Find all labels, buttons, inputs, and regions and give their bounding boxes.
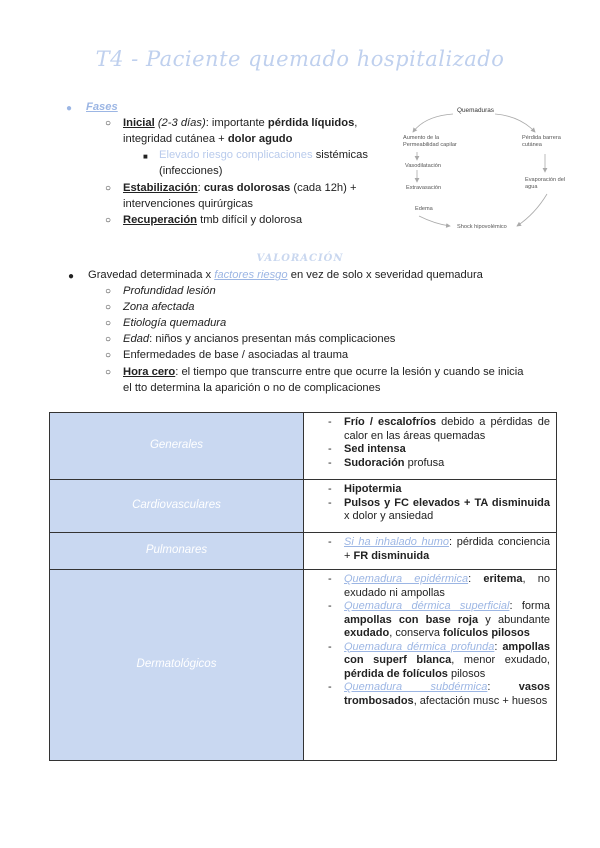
valoracion-main: Gravedad determinada x factores riesgo en vez de solo x severidad quemadura [88, 269, 483, 281]
diagram-node-extravasacion: Extravasación [406, 185, 442, 191]
factor-zona: Zona afectada [123, 301, 195, 313]
list-item: - Hipotermia [328, 483, 402, 495]
table-cell-cardio-desc [304, 480, 557, 533]
list-item: - Frío / escalofríos debido a pérdidas de calor en las áreas quemadas [328, 416, 551, 442]
factor-profundidad: Profundidad lesión [123, 285, 216, 297]
table-cell-cardio: Cardiovasculares [50, 480, 304, 533]
circle-bullet-icon: ○ [105, 334, 112, 345]
list-item: - Quemadura dérmica profunda: ampollas con superf blanca, menor exudado, pérdida de folículos pilosos [328, 640, 550, 680]
list-item: - Quemadura subdérmica: vasos trombosados, afectación musc + huesos [328, 681, 550, 707]
factores-riesgo-link[interactable]: factores riesgo [214, 269, 288, 281]
quemadura-subdermica-link[interactable]: Quemadura subdérmica [344, 681, 488, 693]
fase-inicial-sub2: (infecciones) [159, 165, 223, 177]
factor-edad: Edad: niños y ancianos presentan más complicaciones [123, 333, 396, 345]
circle-bullet-icon: ○ [105, 118, 112, 129]
table-cell-derma-desc [304, 570, 557, 761]
quemadura-dermica-superficial-link[interactable]: Quemadura dérmica superficial [344, 600, 510, 612]
table-cell-pulmonares-desc [304, 533, 557, 570]
factor-hora-cero-line2: el tto determina la aparición o no de complicaciones [123, 382, 381, 394]
circle-bullet-icon: ○ [105, 215, 112, 226]
fases-link[interactable]: Fases [86, 101, 118, 113]
diagram-node-edema: Edema [415, 206, 433, 212]
circle-bullet-icon: ○ [105, 183, 112, 194]
fase-inicial-sub1: Elevado riesgo complicaciones sistémicas [159, 149, 368, 161]
diagram-node-permeabilidad: Aumento de la Permeabilidad capilar [403, 135, 457, 148]
table-row [50, 413, 557, 480]
inhalado-humo-link[interactable]: Si ha inhalado humo [344, 536, 450, 548]
valoracion-table [49, 412, 557, 761]
bullet-icon: ● [66, 103, 73, 114]
bullet-icon: ● [68, 271, 75, 282]
burn-physiology-diagram [395, 102, 595, 236]
fase-estabilizacion-line2: intervenciones quirúrgicas [123, 198, 253, 210]
quemadura-dermica-profunda-link[interactable]: Quemadura dérmica profunda [344, 640, 495, 653]
table-row [50, 480, 557, 533]
fase-estabilizacion-line1: Estabilización: curas dolorosas (cada 12h) + [123, 182, 357, 194]
list-item: - Si ha inhalado humo: pérdida conciencia + FR disminuida [328, 536, 550, 562]
list-item: - Pulsos y FC elevados + TA disminuida x dolor y ansiedad [328, 496, 550, 522]
table-cell-generales: Generales [50, 413, 304, 480]
fase-recuperacion: Recuperación tmb difícil y dolorosa [123, 214, 303, 226]
circle-bullet-icon: ○ [105, 318, 112, 329]
list-item: - Quemadura dérmica superficial: forma ampollas con base roja y abundante exudado, conserva folículos pilosos [328, 600, 550, 639]
factor-enfermedades: Enfermedades de base / asociadas al trauma [123, 349, 349, 361]
page-title: T4 - Paciente quemado hospitalizado [95, 47, 505, 71]
circle-bullet-icon: ○ [105, 286, 112, 297]
factor-hora-cero-line1: Hora cero: el tiempo que transcurre entre que ocurre la lesión y cuando se inicia [123, 366, 524, 378]
table-cell-dermatologicos: Dermatológicos [50, 570, 304, 761]
circle-bullet-icon: ○ [105, 367, 112, 378]
list-item: - Quemadura epidérmica: eritema, no exudado ni ampollas [328, 573, 550, 599]
list-item: - Sed intensa [328, 443, 406, 455]
diagram-node-vasodilatacion: Vasodilatación [405, 163, 441, 169]
diagram-node-barrera: Pérdida barrera cutánea [522, 135, 561, 148]
fase-inicial-line1: Inicial (2-3 días): importante pérdida líquidos, [123, 117, 358, 129]
circle-bullet-icon: ○ [105, 350, 112, 361]
diagram-node-evaporacion: Evaporación del agua [525, 177, 566, 190]
table-cell-generales-desc [304, 413, 557, 480]
square-bullet-icon: ■ [143, 152, 148, 161]
table-row [50, 533, 557, 570]
table-row [50, 570, 557, 761]
circle-bullet-icon: ○ [105, 302, 112, 313]
factor-etiologia: Etiología quemadura [123, 317, 227, 329]
quemadura-epidermica-link[interactable]: Quemadura epidérmica [344, 573, 469, 585]
valoracion-heading: VALORACIÓN [256, 253, 344, 264]
diagram-node-quemaduras: Quemaduras [457, 107, 494, 114]
list-item: - Sudoración profusa [328, 456, 445, 469]
fase-inicial-line2: integridad cutánea + dolor agudo [123, 133, 293, 145]
fases-heading [86, 100, 118, 115]
diagram-node-shock: Shock hipovolémico [457, 224, 507, 230]
table-cell-pulmonares: Pulmonares [50, 533, 304, 570]
